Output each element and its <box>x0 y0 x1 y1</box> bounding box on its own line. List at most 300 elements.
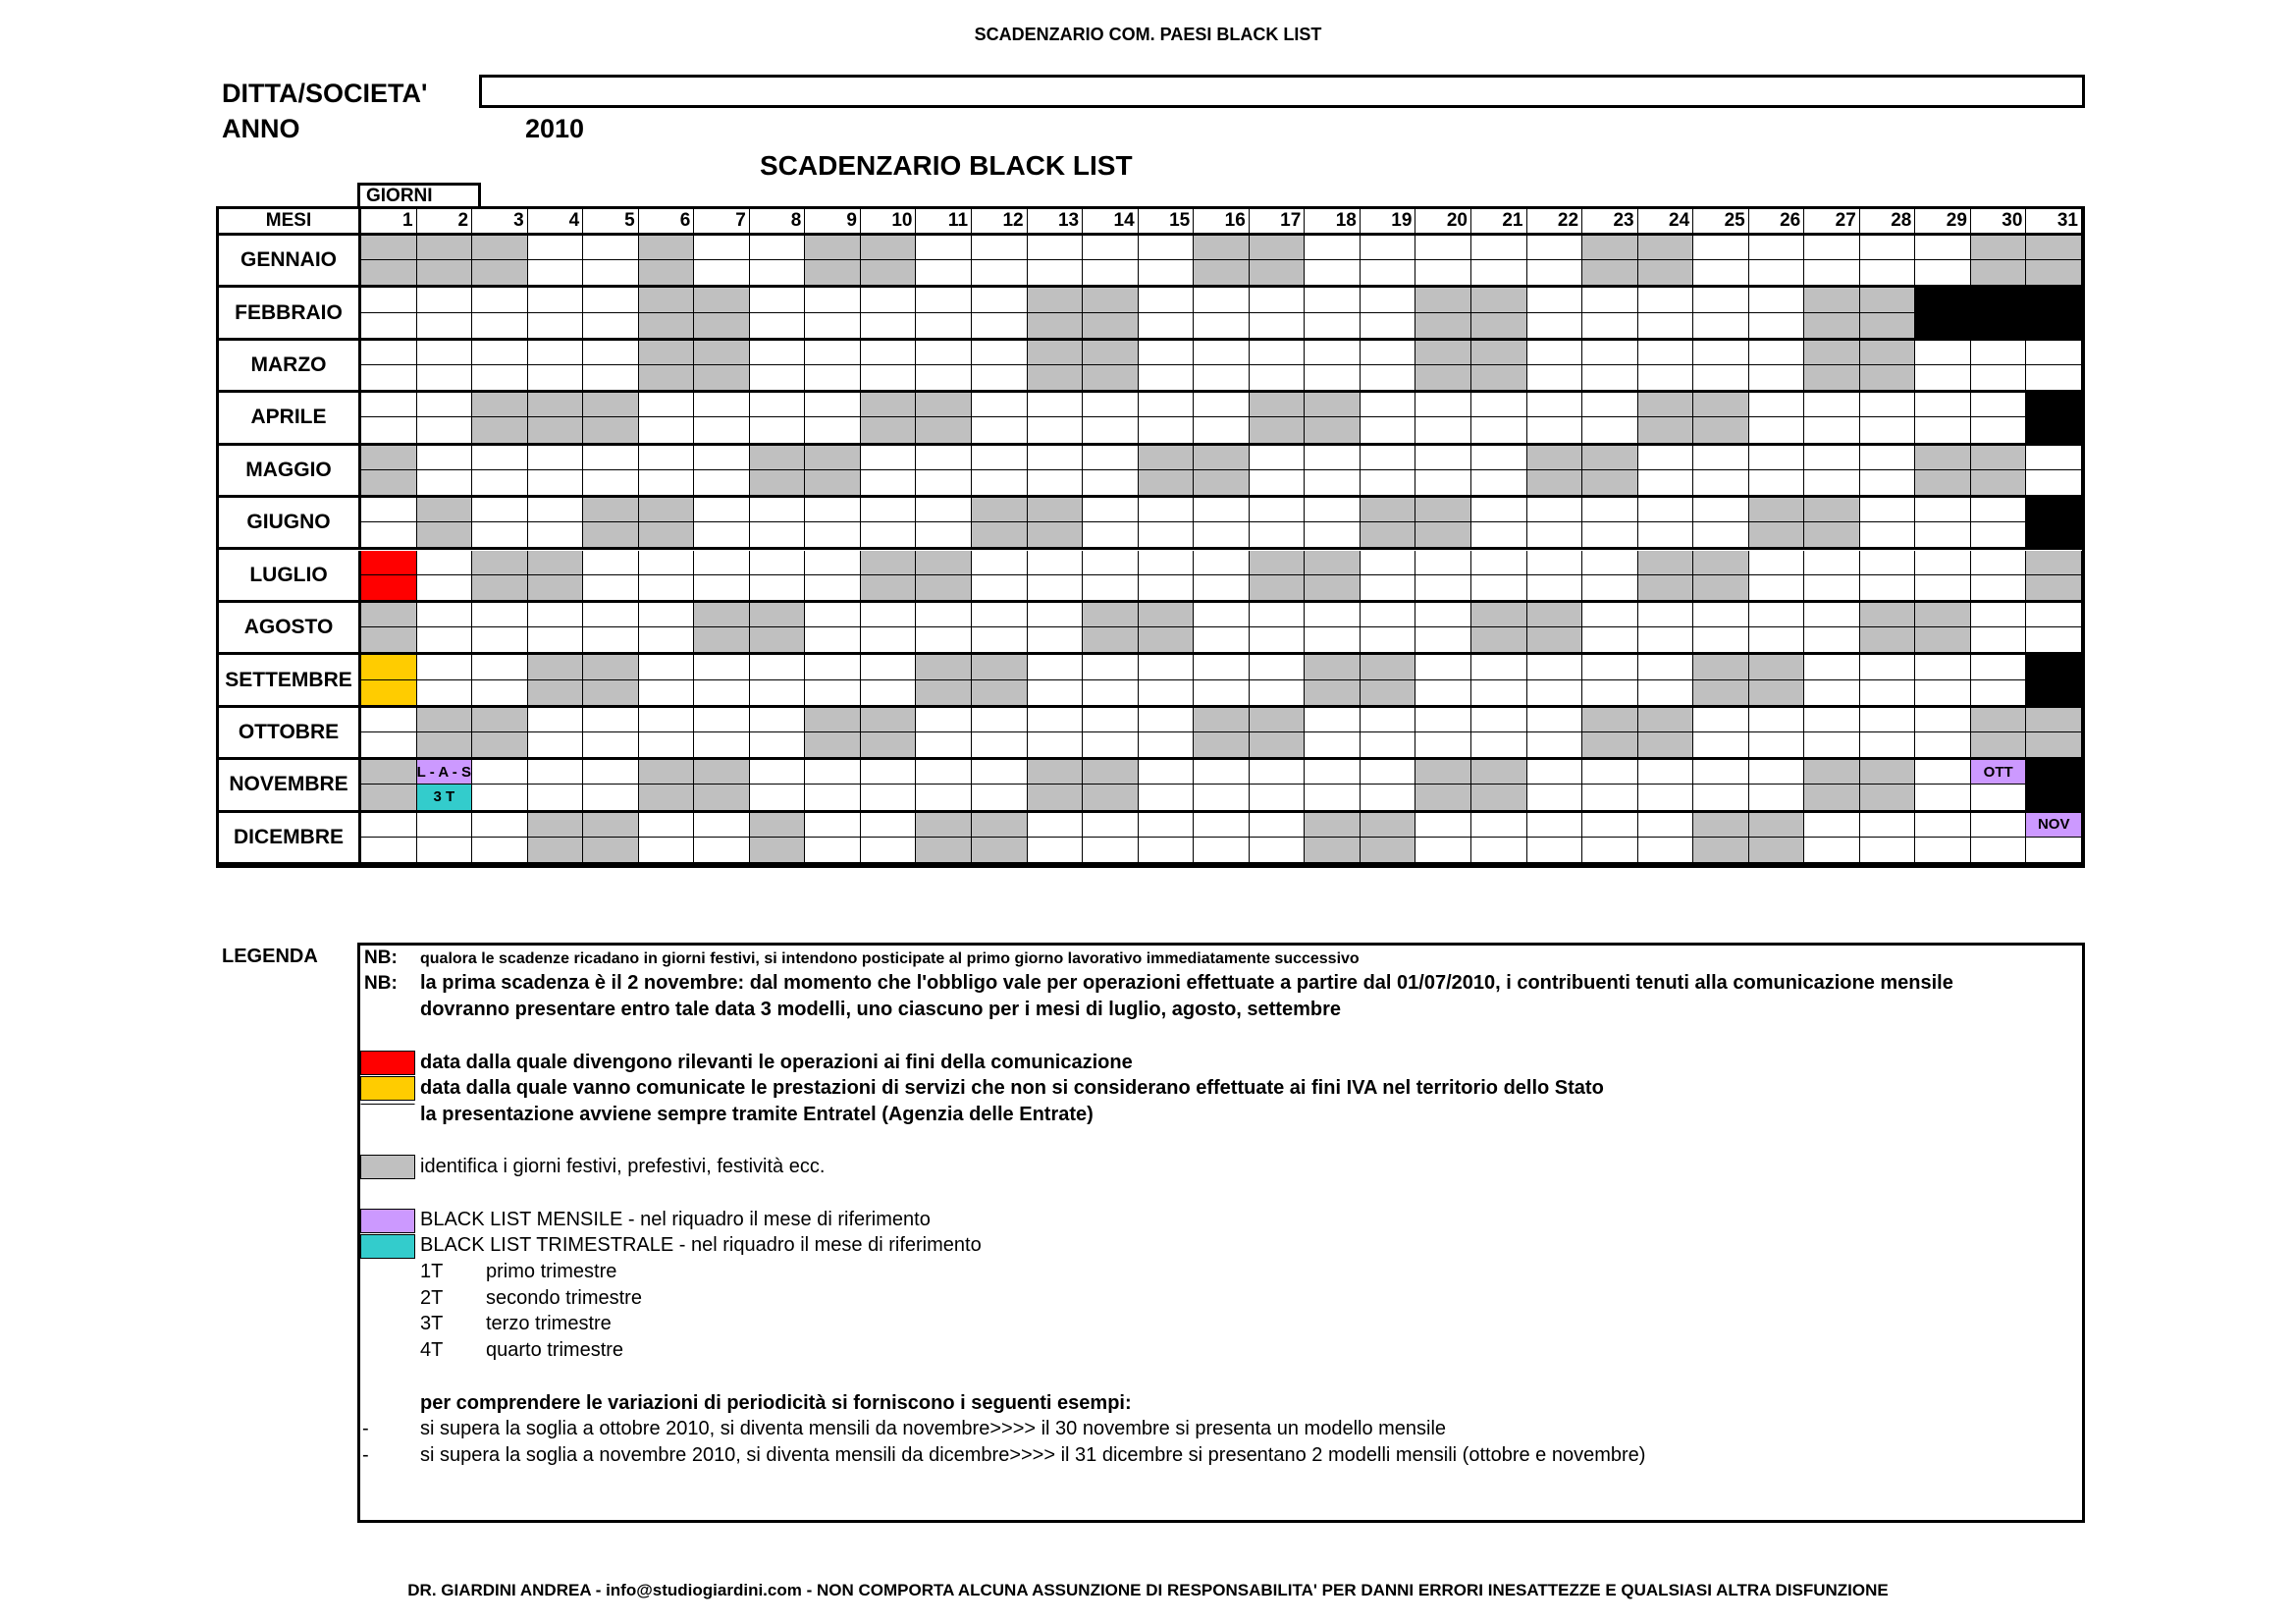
day-cell <box>1693 236 1749 260</box>
day-header: 2 <box>417 209 473 233</box>
day-cell <box>972 417 1028 442</box>
day-cell <box>1415 655 1471 679</box>
day-cell <box>972 760 1028 785</box>
day-cell <box>417 288 473 312</box>
day-cell <box>861 288 917 312</box>
day-cell <box>1305 470 1361 495</box>
day-cell <box>1305 838 1361 862</box>
day-cell <box>361 446 417 470</box>
day-cell <box>916 551 972 575</box>
day-cell <box>1693 813 1749 838</box>
day-cell <box>972 470 1028 495</box>
gray-legend-text: identifica i giorni festivi, prefestivi, festività ecc. <box>420 1156 826 1177</box>
day-cell <box>1971 732 2027 757</box>
day-cell <box>2026 446 2082 470</box>
day-cell <box>1971 785 2027 809</box>
day-cell <box>750 260 806 285</box>
day-cell <box>2026 393 2082 417</box>
day-header: 24 <box>1638 209 1694 233</box>
day-cell <box>1250 365 1306 390</box>
day-cell <box>1194 785 1250 809</box>
day-cell <box>1749 627 1805 652</box>
day-cell <box>1638 522 1694 547</box>
day-cell <box>805 813 861 838</box>
day-cell <box>1749 522 1805 547</box>
day-cell <box>1915 732 1971 757</box>
day-cell <box>528 393 584 417</box>
day-cell <box>1804 313 1860 338</box>
examples-title: per comprendere le variazioni di periodicità si forniscono i seguenti esempi: <box>420 1392 1132 1414</box>
day-header: 12 <box>972 209 1028 233</box>
day-header: 18 <box>1305 209 1361 233</box>
day-cell <box>1028 627 1084 652</box>
day-cell <box>583 470 639 495</box>
day-cell <box>472 341 528 365</box>
day-cell <box>639 785 695 809</box>
day-cell <box>750 732 806 757</box>
ditta-field[interactable] <box>479 75 2085 108</box>
day-cell <box>639 365 695 390</box>
day-cell <box>583 708 639 732</box>
day-cell <box>1638 627 1694 652</box>
day-cell <box>1527 680 1583 705</box>
day-cell <box>1083 627 1139 652</box>
day-cell <box>750 365 806 390</box>
day-header: 29 <box>1915 209 1971 233</box>
day-cell <box>1028 365 1084 390</box>
day-cell <box>1194 813 1250 838</box>
day-cell <box>361 288 417 312</box>
day-cell <box>1860 236 1916 260</box>
day-cell <box>861 446 917 470</box>
day-cell <box>750 760 806 785</box>
day-cell <box>361 522 417 547</box>
day-cell <box>1083 732 1139 757</box>
day-cell <box>1860 417 1916 442</box>
day-cell <box>528 365 584 390</box>
day-header: 23 <box>1582 209 1638 233</box>
day-cell <box>1361 813 1416 838</box>
day-cell <box>1860 522 1916 547</box>
day-cell <box>916 260 972 285</box>
day-cell <box>1804 838 1860 862</box>
day-cell <box>694 288 750 312</box>
day-cell <box>1638 603 1694 627</box>
day-cell <box>639 575 695 600</box>
day-cell <box>2026 838 2082 862</box>
day-cell <box>1971 313 2027 338</box>
day-cell <box>1971 813 2027 838</box>
day-cell <box>1194 236 1250 260</box>
day-cell <box>361 365 417 390</box>
day-cell <box>805 260 861 285</box>
day-cell <box>1582 236 1638 260</box>
day-cell <box>1250 522 1306 547</box>
day-cell <box>472 603 528 627</box>
day-cell <box>472 655 528 679</box>
deadline-marker: NOV <box>2026 813 2082 838</box>
day-header: 6 <box>639 209 695 233</box>
day-cell <box>1638 365 1694 390</box>
day-header: 16 <box>1194 209 1250 233</box>
day-cell <box>1361 446 1416 470</box>
month-row <box>219 708 2082 760</box>
day-cell <box>1415 838 1471 862</box>
day-cell <box>1305 627 1361 652</box>
day-cell <box>750 446 806 470</box>
day-cell <box>583 313 639 338</box>
day-cell <box>528 236 584 260</box>
day-cell <box>361 341 417 365</box>
day-cell <box>583 417 639 442</box>
white-swatch <box>360 1104 415 1128</box>
day-cell <box>528 470 584 495</box>
day-cell <box>1804 260 1860 285</box>
day-cell <box>639 470 695 495</box>
day-cell <box>750 522 806 547</box>
day-cell <box>916 470 972 495</box>
day-cell <box>916 575 972 600</box>
day-cell <box>1693 732 1749 757</box>
deadline-marker: L - A - S <box>417 760 473 785</box>
day-cell <box>1860 446 1916 470</box>
day-cell <box>1194 365 1250 390</box>
day-cell <box>972 813 1028 838</box>
day-cell <box>1415 575 1471 600</box>
day-cell <box>1804 551 1860 575</box>
day-cell <box>1527 417 1583 442</box>
month-row <box>219 446 2082 498</box>
day-cell <box>528 627 584 652</box>
day-cell <box>1194 838 1250 862</box>
day-cell <box>1527 732 1583 757</box>
day-cell <box>528 260 584 285</box>
day-cell <box>916 393 972 417</box>
day-cell <box>805 498 861 522</box>
day-cell <box>1139 708 1195 732</box>
day-cell <box>1361 522 1416 547</box>
day-cell <box>972 575 1028 600</box>
day-cell <box>1527 551 1583 575</box>
red-swatch <box>360 1051 415 1075</box>
day-cell <box>1749 680 1805 705</box>
day-header: 13 <box>1028 209 1084 233</box>
day-cell <box>1749 732 1805 757</box>
day-cell <box>1915 313 1971 338</box>
day-cell <box>1971 655 2027 679</box>
day-cell <box>1415 417 1471 442</box>
day-cell <box>1083 313 1139 338</box>
day-cell <box>1527 365 1583 390</box>
day-cell <box>1749 341 1805 365</box>
day-cell <box>1527 522 1583 547</box>
day-cell <box>1638 470 1694 495</box>
day-cell <box>472 627 528 652</box>
day-cell <box>583 627 639 652</box>
day-cell <box>916 813 972 838</box>
day-cell <box>528 313 584 338</box>
day-cell <box>1194 498 1250 522</box>
yellow-swatch <box>360 1076 415 1101</box>
day-cell <box>583 551 639 575</box>
day-cell <box>583 393 639 417</box>
day-cell <box>1527 760 1583 785</box>
day-header: 4 <box>528 209 584 233</box>
day-cell <box>417 838 473 862</box>
month-row <box>219 603 2082 655</box>
month-name: SETTEMBRE <box>219 655 361 704</box>
day-cell <box>1804 365 1860 390</box>
day-cell <box>805 470 861 495</box>
day-cell <box>916 313 972 338</box>
day-cell <box>639 838 695 862</box>
day-cell <box>750 288 806 312</box>
day-cell <box>1415 627 1471 652</box>
day-cell <box>2026 498 2082 522</box>
day-cell <box>1471 365 1527 390</box>
day-cell <box>417 393 473 417</box>
day-cell <box>1250 655 1306 679</box>
day-cell <box>1250 838 1306 862</box>
day-cell <box>694 446 750 470</box>
mesi-header: MESI <box>219 209 361 233</box>
day-cell <box>1471 236 1527 260</box>
day-cell <box>1693 551 1749 575</box>
day-cell <box>2026 551 2082 575</box>
day-cell <box>528 838 584 862</box>
day-cell <box>417 260 473 285</box>
day-cell <box>1250 575 1306 600</box>
day-cell <box>1083 260 1139 285</box>
day-cell <box>1915 470 1971 495</box>
day-cell <box>1305 708 1361 732</box>
day-cell <box>1527 838 1583 862</box>
day-cell <box>750 470 806 495</box>
day-cell <box>528 760 584 785</box>
day-cell <box>528 655 584 679</box>
day-cell <box>528 785 584 809</box>
day-cell <box>916 341 972 365</box>
day-cell <box>694 522 750 547</box>
purple-legend-text: BLACK LIST MENSILE - nel riquadro il mese di riferimento <box>420 1209 931 1230</box>
day-cell <box>1083 417 1139 442</box>
day-cell <box>1693 470 1749 495</box>
day-cell <box>972 288 1028 312</box>
deadline-marker <box>361 680 417 705</box>
day-cell <box>1527 446 1583 470</box>
day-cell <box>750 575 806 600</box>
day-cell <box>1860 627 1916 652</box>
day-cell <box>1527 813 1583 838</box>
day-cell <box>1915 288 1971 312</box>
day-cell <box>916 838 972 862</box>
day-cell <box>361 417 417 442</box>
day-cell <box>1139 522 1195 547</box>
day-cell <box>583 288 639 312</box>
day-cell <box>1250 680 1306 705</box>
day-cell <box>1693 313 1749 338</box>
day-cell <box>472 470 528 495</box>
day-cell <box>2026 470 2082 495</box>
month-row <box>219 551 2082 603</box>
day-cell <box>1361 393 1416 417</box>
month-name: MAGGIO <box>219 446 361 495</box>
day-cell <box>1860 655 1916 679</box>
day-cell <box>861 393 917 417</box>
day-cell <box>972 732 1028 757</box>
day-cell <box>1638 680 1694 705</box>
day-cell <box>750 708 806 732</box>
day-cell <box>861 365 917 390</box>
day-cell <box>472 522 528 547</box>
day-cell <box>1693 522 1749 547</box>
day-cell <box>1582 603 1638 627</box>
day-cell <box>1139 470 1195 495</box>
day-cell <box>1804 627 1860 652</box>
day-cell <box>417 522 473 547</box>
day-cell <box>694 551 750 575</box>
day-cell <box>1527 498 1583 522</box>
day-header: 14 <box>1083 209 1139 233</box>
day-cell <box>1804 813 1860 838</box>
day-cell <box>1638 838 1694 862</box>
day-cell <box>1971 551 2027 575</box>
day-cell <box>805 236 861 260</box>
day-cell <box>528 446 584 470</box>
day-cell <box>1028 838 1084 862</box>
day-cell <box>361 603 417 627</box>
day-cell <box>1527 627 1583 652</box>
day-cell <box>1860 365 1916 390</box>
day-cell <box>1083 393 1139 417</box>
day-cell <box>1804 575 1860 600</box>
day-cell <box>583 732 639 757</box>
day-cell <box>1582 680 1638 705</box>
day-cell <box>1749 785 1805 809</box>
day-cell <box>1305 760 1361 785</box>
day-cell <box>528 708 584 732</box>
day-cell <box>583 236 639 260</box>
day-cell <box>1804 760 1860 785</box>
day-cell <box>1749 655 1805 679</box>
day-cell <box>1915 446 1971 470</box>
day-cell <box>1083 551 1139 575</box>
day-cell <box>861 522 917 547</box>
day-cell <box>1361 313 1416 338</box>
day-cell <box>1305 446 1361 470</box>
day-cell <box>1638 655 1694 679</box>
day-cell <box>1971 365 2027 390</box>
day-cell <box>1083 813 1139 838</box>
day-cell <box>750 680 806 705</box>
day-cell <box>1194 551 1250 575</box>
day-cell <box>1028 732 1084 757</box>
day-cell <box>1638 313 1694 338</box>
day-header: 5 <box>583 209 639 233</box>
day-cell <box>1471 785 1527 809</box>
day-cell <box>1415 313 1471 338</box>
day-cell <box>1471 470 1527 495</box>
day-cell <box>639 393 695 417</box>
day-cell <box>972 627 1028 652</box>
day-cell <box>1028 551 1084 575</box>
day-cell <box>472 313 528 338</box>
day-cell <box>1749 760 1805 785</box>
day-cell <box>1305 313 1361 338</box>
day-cell <box>2026 627 2082 652</box>
day-cell <box>1582 288 1638 312</box>
day-cell <box>361 236 417 260</box>
day-cell <box>1582 627 1638 652</box>
trimestre-code: 4T <box>420 1339 444 1361</box>
month-name: OTTOBRE <box>219 708 361 757</box>
day-cell <box>1804 288 1860 312</box>
day-cell <box>1471 708 1527 732</box>
day-cell <box>639 341 695 365</box>
day-cell <box>805 522 861 547</box>
day-cell <box>694 838 750 862</box>
day-cell <box>972 313 1028 338</box>
day-cell <box>2026 365 2082 390</box>
day-cell <box>1527 785 1583 809</box>
day-cell <box>361 785 417 809</box>
day-cell <box>528 813 584 838</box>
day-cell <box>528 680 584 705</box>
day-cell <box>1749 708 1805 732</box>
day-cell <box>1139 760 1195 785</box>
day-cell <box>472 498 528 522</box>
day-cell <box>1194 417 1250 442</box>
day-cell <box>639 603 695 627</box>
day-cell <box>1971 288 2027 312</box>
day-cell <box>1305 498 1361 522</box>
day-cell <box>861 603 917 627</box>
day-cell <box>472 732 528 757</box>
day-cell <box>916 417 972 442</box>
day-cell <box>694 236 750 260</box>
day-cell <box>1415 551 1471 575</box>
day-cell <box>1638 341 1694 365</box>
day-cell <box>1638 446 1694 470</box>
day-cell <box>1250 446 1306 470</box>
day-cell <box>1749 417 1805 442</box>
day-cell <box>639 732 695 757</box>
day-cell <box>1139 365 1195 390</box>
day-cell <box>1361 680 1416 705</box>
nb-note-2-line1: la prima scadenza è il 2 novembre: dal momento che l'obbligo vale per operazioni effettuate a partire dal 01/07/2010, i contribuenti tenuti alla comunicazione mensile <box>420 972 1953 994</box>
day-cell <box>805 627 861 652</box>
day-cell <box>1361 417 1416 442</box>
day-cell <box>1749 470 1805 495</box>
month-row <box>219 393 2082 445</box>
day-cell <box>1305 365 1361 390</box>
day-cell <box>1749 813 1805 838</box>
day-cell <box>1361 785 1416 809</box>
day-cell <box>472 236 528 260</box>
day-cell <box>1749 288 1805 312</box>
day-cell <box>916 680 972 705</box>
day-cell <box>916 785 972 809</box>
day-cell <box>1250 236 1306 260</box>
day-cell <box>1083 498 1139 522</box>
day-cell <box>1139 551 1195 575</box>
day-cell <box>1028 498 1084 522</box>
month-name: NOVEMBRE <box>219 760 361 809</box>
day-cell <box>805 575 861 600</box>
day-cell <box>1638 732 1694 757</box>
day-header: 1 <box>361 209 417 233</box>
day-cell <box>528 341 584 365</box>
